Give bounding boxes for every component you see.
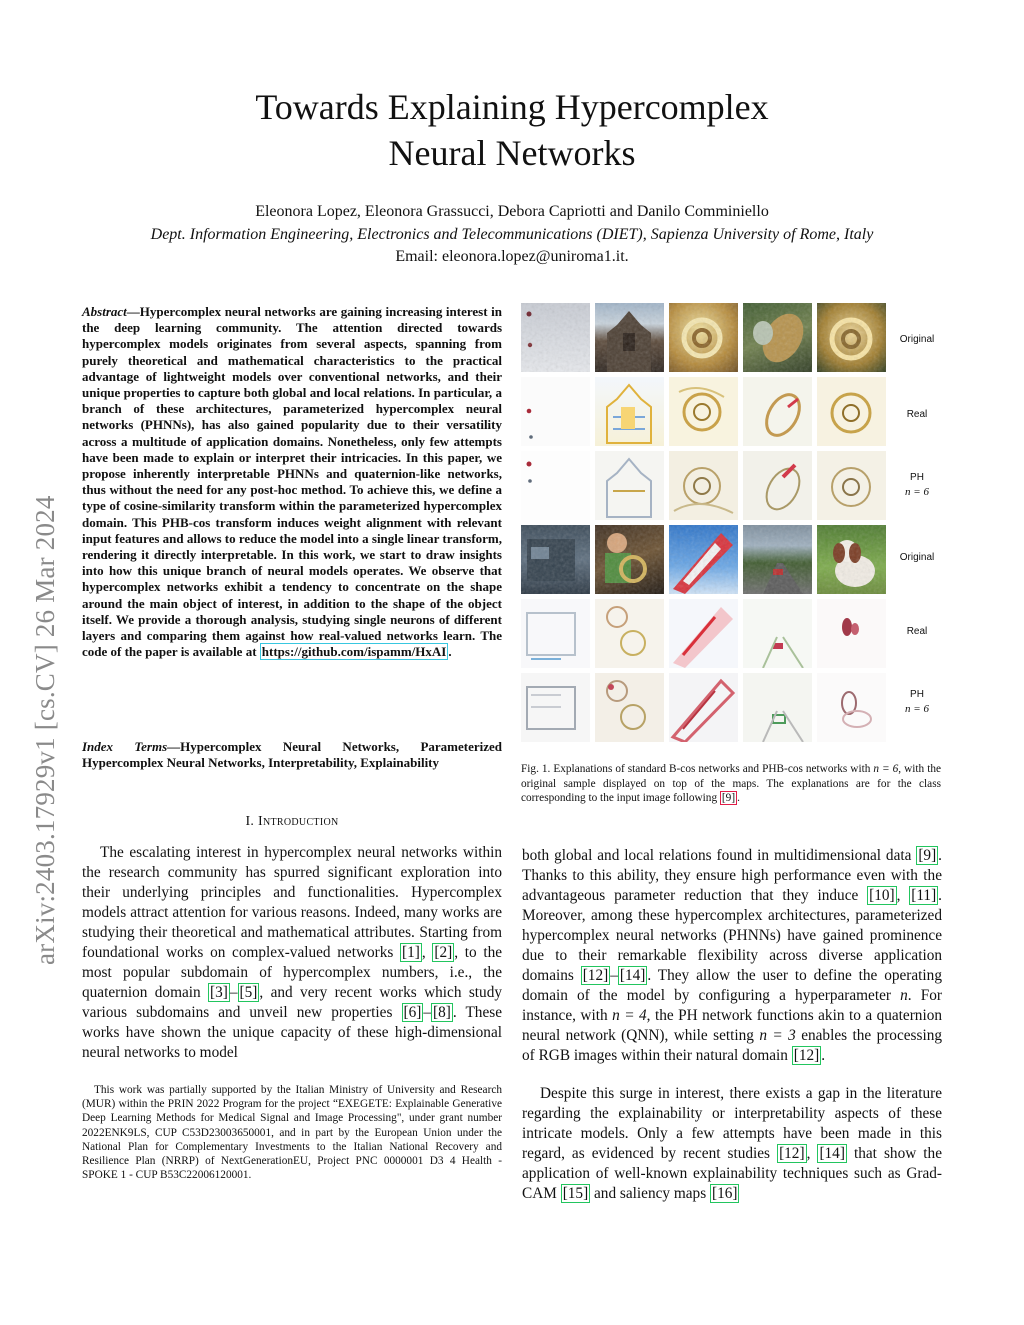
citation-link[interactable]: [8] — [433, 1004, 451, 1021]
figure-map-boy-ph — [595, 673, 664, 742]
figure-map-plane-real — [521, 377, 590, 446]
sep: – — [610, 967, 618, 984]
intro-text: , the PH network functions akin to a quaternion neural network (QNN), while setting — [522, 1007, 942, 1044]
figure-image-boy-horn-original — [595, 525, 664, 594]
citation-link[interactable]: [14] — [819, 1145, 845, 1162]
citation-link[interactable]: [1] — [402, 944, 420, 961]
abstract — [82, 304, 502, 660]
section-heading-text: I. Introduction — [245, 814, 339, 829]
intro-text: both global and local relations found in multidimensional data — [522, 847, 917, 864]
figure-image-church-original — [595, 303, 664, 372]
intro-text: , to the most popular subdomain of hypercomplex numbers, i.e., the quaternion domain — [82, 944, 503, 1001]
figure-image-street-original — [743, 525, 812, 594]
math-n4: n = 4 — [612, 1007, 647, 1024]
intro-text: . These works have shown the unique capacity of these high-dimensional neural networks to model — [82, 1004, 502, 1061]
citation-link[interactable]: [12] — [793, 1047, 820, 1064]
citation-link[interactable]: [14] — [619, 967, 646, 984]
section-heading-introduction — [82, 814, 502, 830]
row-label: PH — [910, 689, 924, 700]
figure-image-plane-original — [521, 303, 590, 372]
citation-link[interactable]: [2] — [434, 944, 453, 961]
figure-image-kite-original — [669, 525, 738, 594]
figure-map-church-ph — [595, 451, 664, 520]
figure-map-horn-ph — [669, 451, 738, 520]
intro-text: enables the processing of RGB images within their natural domain — [522, 1027, 942, 1064]
caption-text: . — [737, 792, 740, 804]
figure-map-church-real — [595, 377, 664, 446]
math-n: n — [900, 987, 908, 1004]
row-label: Real — [906, 409, 928, 420]
sep: – — [423, 1004, 431, 1021]
row-label: PH — [910, 472, 924, 483]
citation-link[interactable]: [9] — [721, 792, 736, 804]
figure-map-kite-real — [669, 599, 738, 668]
caption-math: n = 6 — [873, 763, 899, 775]
title-line-1: Towards Explaining Hypercomplex — [255, 87, 769, 127]
figure-map-kite-ph — [669, 673, 738, 742]
intro-text: and saliency maps — [590, 1185, 710, 1202]
sep: , — [896, 887, 910, 904]
figure-image-horn2-original — [817, 303, 886, 372]
intro-text: . They allow the user to define the operating domain of the model by configuring a hyperparameter — [522, 967, 942, 1004]
funding-footnote: This work was partially supported by the Italian Ministry of University and Research (MUR) within the PRIN 2022 Program for the project “EXEGETE: Explainable Generative Deep Learning Methods for Medical Signal and Image Processing", under grant number 2022ENK9LS, CUP C53D23003650001, and in part by the European Union under the National Plan for Complementary Investments to the Italian National Recovery and Resilience Plan (NRRP) of NextGenerationEU, Project PNC 0000001 D3 4 Health - SPOKE 1 - CUP B53C22006120001. — [82, 1084, 502, 1182]
citation-link[interactable]: [12] — [582, 967, 609, 984]
intro-text: , and very recent works which study various subdomains and unveil new properties — [82, 984, 502, 1021]
intro-text: . — [821, 1047, 826, 1064]
figure-map-street-ph — [743, 673, 812, 742]
intro-text: that show the application of well-known explainability techniques such as Grad-CAM — [522, 1145, 942, 1202]
caption-text: , with the original sample displayed on top of the maps. The explanations are for the class corresponding to the input image following — [521, 763, 941, 804]
row-label: Original — [899, 334, 935, 345]
citation-link[interactable]: [6] — [403, 1004, 422, 1021]
abstract-text: —Hypercomplex neural networks are gaining increasing interest in the deep learning community. The attention directed towards hypercomplex models originates from several aspects, spanning from purely theoretical and mathematical characteristics to the practical advantage of lightweight models over conventional networks, and their unique properties to capture both global and local relations. In particular, a branch of these architectures, parameterized hypercomplex neural networks (PHNNs), has also gained popularity due to their versatility across a multitude of application domains. Nonetheless, only few attempts have been made to explain or interpret their intricacies. In this paper, we propose inherently interpretable PHNNs and quaternion-like networks, thus without the need for any post-hoc method. To achieve this, we define a type of cosine-similarity transform within the parameterized hypercomplex domain. This PHB-cos transform induces weight alignment with relevant input features and allows to reduce the model into a single linear transform, rendering it directly interpretable. In this work, we start to draw insights into how this unique branch of neural models operates. We observe that hypercomplex networks exhibit a tendency to concentrate on the shape around the main object of interest, in addition to the shape of the object itself. We provide a thorough analysis, studying single neurons of different layers and comparing them against how real-valued networks learn. The code of the paper is available at — [82, 304, 502, 660]
citation-link[interactable]: [3] — [210, 984, 228, 1001]
figure-map-truck-real — [521, 599, 590, 668]
intro-text: Despite this surge in interest, there exists a gap in the literature regarding the explainability or interpretability aspects of these intricate models. Only a few attempts have been made in this regard, as evidenced by recent studies — [522, 1085, 942, 1162]
row-label-param: n = 6 — [905, 486, 929, 498]
paper-title — [0, 84, 1024, 176]
row-label: Original — [899, 552, 935, 563]
figure-map-fish-ph — [743, 451, 812, 520]
figure-image-truck-original — [521, 525, 590, 594]
figure-map-horn-real — [669, 377, 738, 446]
intro-paragraph-right-2 — [522, 1084, 942, 1204]
citation-link[interactable]: [5] — [239, 984, 258, 1001]
sep: , — [806, 1145, 818, 1162]
affiliation: Dept. Information Engineering, Electronics and Telecommunications (DIET), Sapienza University of Rome, Italy — [150, 226, 874, 243]
index-terms-lead: Index Terms — [82, 739, 168, 754]
intro-text: . For instance, with — [522, 987, 942, 1024]
figure-1 — [521, 303, 941, 743]
figure-map-street-real — [743, 599, 812, 668]
figure-map-horn2-real — [817, 377, 886, 446]
intro-text: The escalating interest in hypercomplex neural networks within the research community has spurred significant exploration into their underlying principles and functionalities. Hypercomplex models attract attention for various reasons. Indeed, many works are studying their theoretical and mathematical attributes. Starting from foundational works on complex-valued networks — [82, 844, 502, 961]
intro-paragraph-right-1 — [522, 846, 942, 1066]
row-label-group — [892, 688, 942, 716]
figure-map-fish-real — [743, 377, 812, 446]
figure-image-dog-original — [817, 525, 886, 594]
figure-map-horn2-ph — [817, 451, 886, 520]
code-link[interactable]: https://github.com/ispamm/HxAI — [261, 644, 447, 660]
figure-caption — [521, 762, 941, 806]
email: Email: eleonora.lopez@uniroma1.it. — [395, 248, 629, 265]
index-terms — [82, 739, 502, 771]
intro-text: . Moreover, among these hypercomplex architectures, parameterized hypercomplex neural networks (PHNNs) have gained prominence due to their remarkable flexibility across diverse application domains — [522, 887, 942, 984]
intro-paragraph-left — [82, 843, 502, 1063]
citation-link[interactable]: [11] — [911, 887, 937, 904]
citation-link[interactable]: [9] — [918, 847, 937, 864]
citation-link[interactable]: [10] — [869, 887, 895, 904]
figure-map-dog-ph — [817, 673, 886, 742]
sep: – — [229, 984, 238, 1001]
citation-link[interactable]: [15] — [562, 1185, 589, 1202]
citation-link[interactable]: [16] — [711, 1185, 738, 1202]
sep: , — [421, 944, 433, 961]
figure-map-truck-ph — [521, 673, 590, 742]
math-n3: n = 3 — [759, 1027, 796, 1044]
authors: Eleonora Lopez, Eleonora Grassucci, Debora Capriotti and Danilo Comminiello — [255, 203, 769, 220]
abstract-end: . — [448, 644, 452, 660]
citation-link[interactable]: [12] — [779, 1145, 805, 1162]
figure-map-plane-ph — [521, 451, 590, 520]
abstract-lead: Abstract — [82, 304, 127, 319]
index-terms-text: —Hypercomplex Neural Networks, Parameterized Hypercomplex Neural Networks, Interpretability, Explainability — [82, 739, 502, 771]
caption-text: Fig. 1. Explanations of standard B-cos networks and PHB-cos networks with — [521, 763, 874, 775]
row-label: Real — [906, 626, 928, 637]
figure-map-boy-real — [595, 599, 664, 668]
figure-image-horn-original — [669, 303, 738, 372]
figure-map-dog-real — [817, 599, 886, 668]
row-label-param: n = 6 — [905, 703, 929, 715]
title-line-2: Neural Networks — [388, 133, 636, 173]
arxiv-stamp: arXiv:2403.17929v1 [cs.CV] 26 Mar 2024 — [30, 495, 60, 965]
row-label-group — [892, 471, 942, 499]
figure-image-fish-original — [743, 303, 812, 372]
intro-text: . Thanks to this ability, they ensure high performance even with the advantageous parameter reduction that they induce — [522, 847, 942, 904]
